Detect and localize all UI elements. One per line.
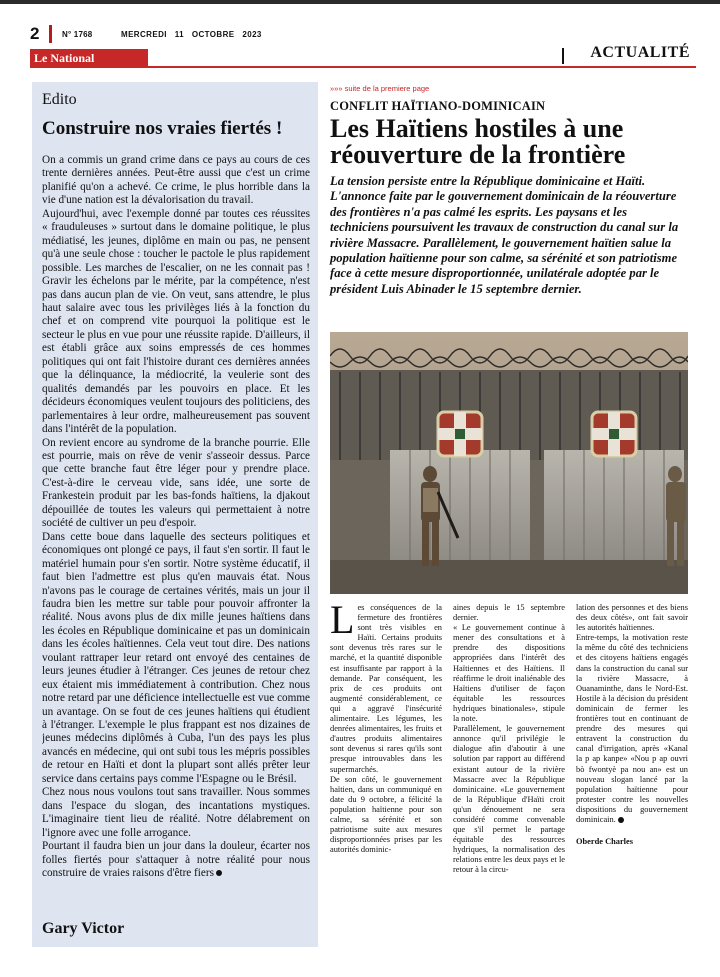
end-bullet-icon [216,870,222,876]
article-paragraph-text: Entre-temps, la motivation reste la même du côté des techniciens et des citoyens haïtiens engagés dans la construction du canal sur la rivière Massacre, à Ouanaminthe, dans le Nord-Est. Hostile à la décision du président dominicain de fermer les frontières tout en continuant de prendre des mesures qui entravent la construction du canal d'irrigation, après «Kanal la p ap kanpe» «Nou p ap ouvri bò fwontyè pa nou an» est un nouveau slogan lancé par la population haïtienne pour protester contre les nouvelles dispositions du gouvernement dominicain. [576,633,688,824]
border-gate-photo [330,332,688,594]
photo-illustration [330,332,688,594]
article-paragraph: De son côté, le gouvernement haïtien, dans un communiqué en date du 9 octobre, a félicité la population haïtienne pour son calme, sa sérénité et son patriotisme suite aux mesures disproportionnées prises par les autorités dominic- [330,774,442,855]
drop-cap: L [330,603,355,642]
page-number: 2 [30,24,40,43]
article-signature: Oberde Charles [576,837,633,847]
edito-body [42,154,310,906]
article-paragraph: lation des personnes et des biens des deux côtés», ont fait savoir les autorités haïtiennes. [576,603,688,633]
article-body [330,603,688,948]
article-paragraph-text: es conséquences de la fermeture des frontières sont très visibles en Haïti. Certains produits sont devenus très rares sur le marché, et la quantité disponible est insuffisante par rapport à la demande. Par conséquent, les prix de ces produits ont augmenté considérablement, ce qui a aggravé l'insécurité alimentaire. Les légumes, les denrées alimentaires, les fruits et d'autres produits alimentaires sont devenus si rares qu'ils sont presque introuvables dans les supermarchés. [330,603,442,774]
article-column-1 [330,603,442,948]
edito-title: Construire nos vraies fiertés ! [42,118,283,139]
page-number-bar [49,25,52,43]
header-rule [30,66,696,68]
article-headline: Les Haïtiens hostiles à une réouverture de la frontière [330,114,626,169]
edito-paragraph: On a commis un grand crime dans ce pays au cours de ces trente dernières années. Peut-être aussi que c'est un crime planifié qu'on a achevé. Ce crime, le plus horrible dans la vie d'une nation est la dévalorisation du travail. [42,154,310,207]
edito-paragraph: On revient encore au syndrome de la branche pourrie. Elle est pourrie, mais on rêve de venir s'asseoir dessus. Parce que cette branche faut être léger pour y prendre place. C'est-à-dire le cerveau vide, sans idée, une sorte de Frankestein produit par les bas-fonds haïtiens, la djakout dépouillée de toutes les valeurs qui permettaient à notre société de cultiver un peu d'espoir. [42,436,310,530]
article-paragraph [330,603,442,775]
edito-paragraph-last [42,840,310,880]
page-header [24,22,696,70]
edito-paragraph: Chez nous nous voulons tout sans travailler. Nous sommes dans l'espace du slogan, des incantations mystiques. L'imaginaire tient lieu de réalité. Notre délabrement on l'ignore avec une folle arrogance. [42,786,310,839]
article-paragraph: « Le gouvernement continue à mener des consultations et à prendre des dispositions appropriées dans l'intérêt des Haïtiennes et des Haïtiens. Il réaffirme le droit inaliénable des Haïtiens d'utiliser de façon équitable les ressources hydriques binationales», stipule la note. [453,623,565,724]
edito-box [32,82,318,947]
article-paragraph: aines depuis le 15 septembre dernier. [453,603,565,623]
top-rule [0,0,720,4]
article-paragraph-last [576,633,688,825]
article-column-3 [576,603,688,948]
article-paragraph: Parallèlement, le gouvernement annonce qu'il privilégie le dialogue afin d'aboutir à une solution par rapport au différend existant autour de la rivière Massacre avec la République dominicaine. «Le gouvernement de la République d'Haïti croit qu'un dénouement ne sera considéré comme convenable que s'il permet le partage équitable des ressources hydriques, la normalisation des relations entre les deux pays et le retour à la circu- [453,724,565,875]
edito-label: Edito [42,91,77,108]
edito-paragraph: Aujourd'hui, avec l'exemple donné par toutes ces réussites « frauduleuses » surtout dans le domaine politique, le plus médiatisé, les jeunes, diplôme en main ou pas, ne pensent qu'à une seule chose : toucher le pactole le plus rapidement possible. Les marches de l'escalier, on ne les connait pas ! Gravir les échelons par le mérite, par la compétence, n'est pas dans aucun plan de vie. On veut, sans attendre, le plus haut salaire avec tous les privilèges liés à la fonction du chef et on comprend vite pourquoi la politique est le secteur le plus en vue pour une réussite rapide. D'ailleurs, il est établi grâce aux soins empressés de ces hommes politiques qui ont fait l'histoire durant ces dernières années que la délinquance, la médiocrité, la veulerie sont des qualités demandés par les pouvoirs en place. Et les décideurs économiques veulent toujours des politiciens, des parlementaires à leur ordre, malheureusement pas souvent dans l'intérêt de la population. [42,207,310,436]
section-divider [562,48,564,64]
issue-number: N° 1768 [62,30,93,39]
continuation-note: »»» suite de la premiere page [330,84,430,93]
article-lead: La tension persiste entre la République dominicaine et Haïti. L'annonce faite par le gouvernement dominicain de la réouverture des frontières n'a pas calmé les esprits. Les paysans et les techniciens poursuivent les travaux de construction du canal sur la rivière Massacre. Parallèlement, le gouvernement haïtien salue la population haïtienne pour son calme, sa sérénité et son patriotisme face à cette mesure disproportionnée, unilatérale adoptée par le président Luis Abinader le 15 septembre dernier. [330,174,679,296]
edito-paragraph-text: Pourtant il faudra bien un jour dans la douleur, écarter nos folles fiertés pour s'attaquer à notre réalité pour nous construire de vraies raisons d'être fiers [42,840,310,880]
section-title: ACTUALITÉ [590,44,690,61]
article-column-2 [453,603,565,948]
issue-date: MERCREDI 11 OCTOBRE 2023 [121,30,262,39]
brand-logo: Le National [30,49,148,67]
edito-author: Gary Victor [42,920,125,937]
article-kicker: CONFLIT HAÏTIANO-DOMINICAIN [330,99,546,113]
end-bullet-icon [618,817,624,823]
edito-paragraph: Dans cette boue dans laquelle des secteurs politiques et économiques ont plongé ce pays, il faut s'en sortir. Il faut le matériel humain pour s'en sortir. Notre système éducatif, il faut bien l'admettre est plus qu'en mauvais état. Nous n'avons pas le courage de certaines vérités, mais un jour il faudra bien les mettre sur table pour pouvoir affronter la réalité. Nous avons plus de dix mille jeunes haïtiens dans les écoles en République dominicaine et pas un dominicain dans les écoles haïtiennes. Cela veut tout dire. Des nations voulant rattraper leur retard ont envoyé des centaines de leurs jeunes étudier à l'étranger. Ces jeunes de retour chez eux étaient mis immédiatement à contribution. Chez nous notre retard par une déficience intellectuelle est vue comme un avantage. On se fout de ces jeunes haïtiens qui étudient à l'étranger. L'exemple le plus frappant est nos dizaines de jeunes médecins diplômés à Cuba, l'un des pays les plus avancés en médecine, qui ont subi tous les mépris possibles de retour en Haïti et dont la plupart sont allés prêter leur service dans certains pays comme l'Espagne ou le Brésil. [42,530,310,785]
